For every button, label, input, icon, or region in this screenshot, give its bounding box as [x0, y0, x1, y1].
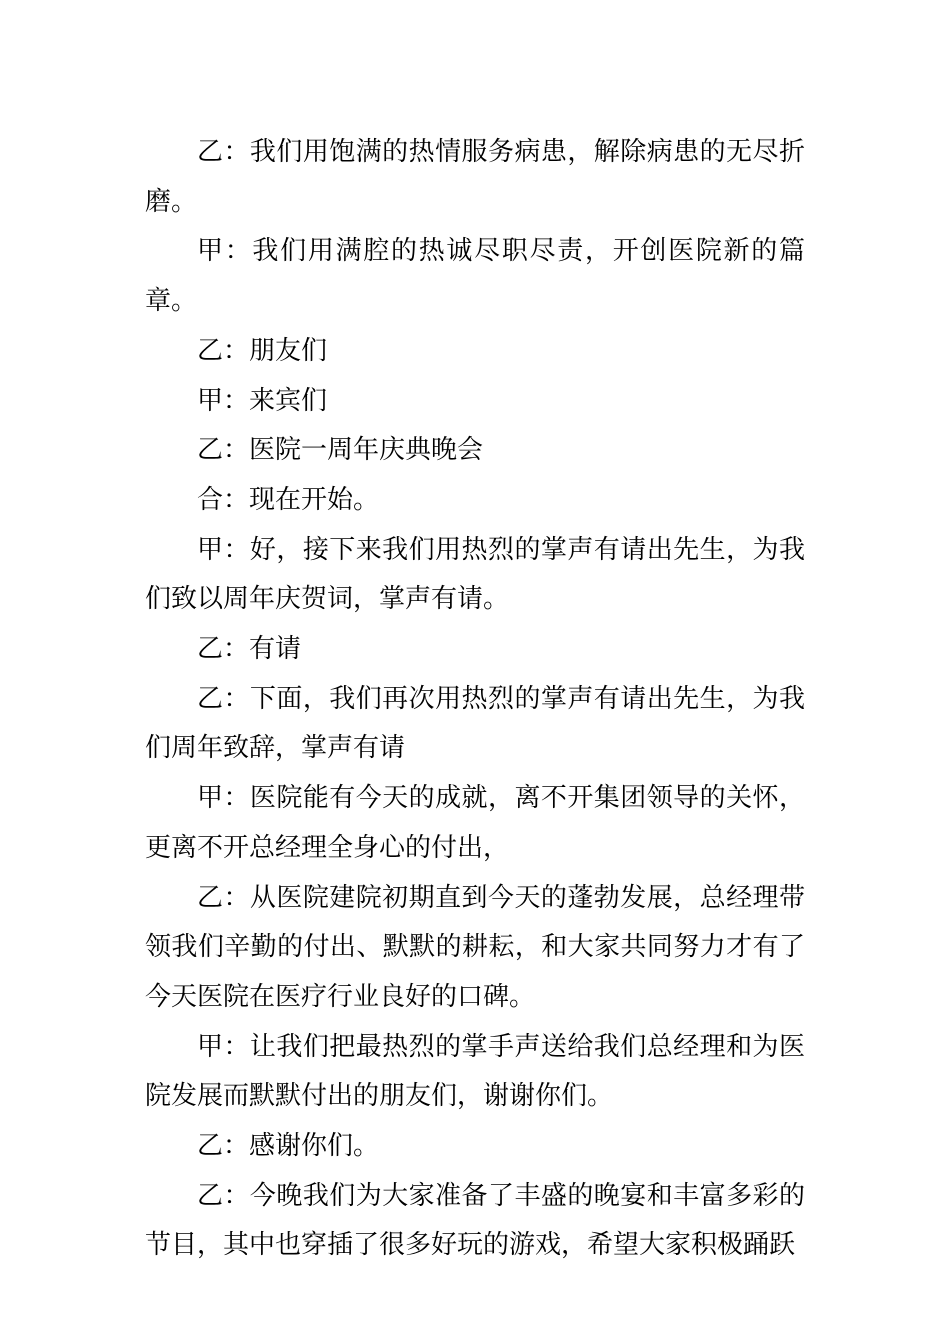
document-body [145, 128, 805, 1271]
paragraph: 乙：我们用饱满的热情服务病患，解除病患的无尽折磨。 [145, 137, 805, 217]
paragraph: 乙：感谢你们。 [197, 1131, 380, 1162]
paragraph: 甲：来宾们 [197, 385, 328, 416]
paragraph: 甲：我们用满腔的热诚尽职尽责，开创医院新的篇章。 [145, 236, 805, 317]
paragraph: 乙：下面，我们再次用热烈的掌声有请出先生，为我们周年致辞，掌声有请 [145, 683, 805, 764]
paragraph: 乙：今晚我们为大家准备了丰盛的晚宴和丰富多彩的节目，其中也穿插了很多好玩的游戏，希望大家积极踊跃 [145, 1180, 805, 1261]
paragraph: 甲：医院能有今天的成就，离不开集团领导的关怀，更离不开总经理全身心的付出， [145, 783, 805, 863]
paragraph: 乙：从医院建院初期直到今天的蓬勃发展，总经理带领我们辛勤的付出、默默的耕耘，和大家共同努力才有了今天医院在医疗行业良好的口碑。 [145, 882, 805, 1012]
paragraph: 甲：让我们把最热烈的掌手声送给我们总经理和为医院发展而默默付出的朋友们，谢谢你们。 [145, 1031, 805, 1112]
paragraph: 乙：医院一周年庆典晚会 [197, 435, 484, 466]
paragraph: 甲：好，接下来我们用热烈的掌声有请出先生，为我们致以周年庆贺词，掌声有请。 [145, 534, 805, 615]
paragraph: 合：现在开始。 [197, 484, 380, 515]
paragraph: 乙：朋友们 [197, 335, 328, 366]
paragraph: 乙：有请 [197, 634, 302, 665]
